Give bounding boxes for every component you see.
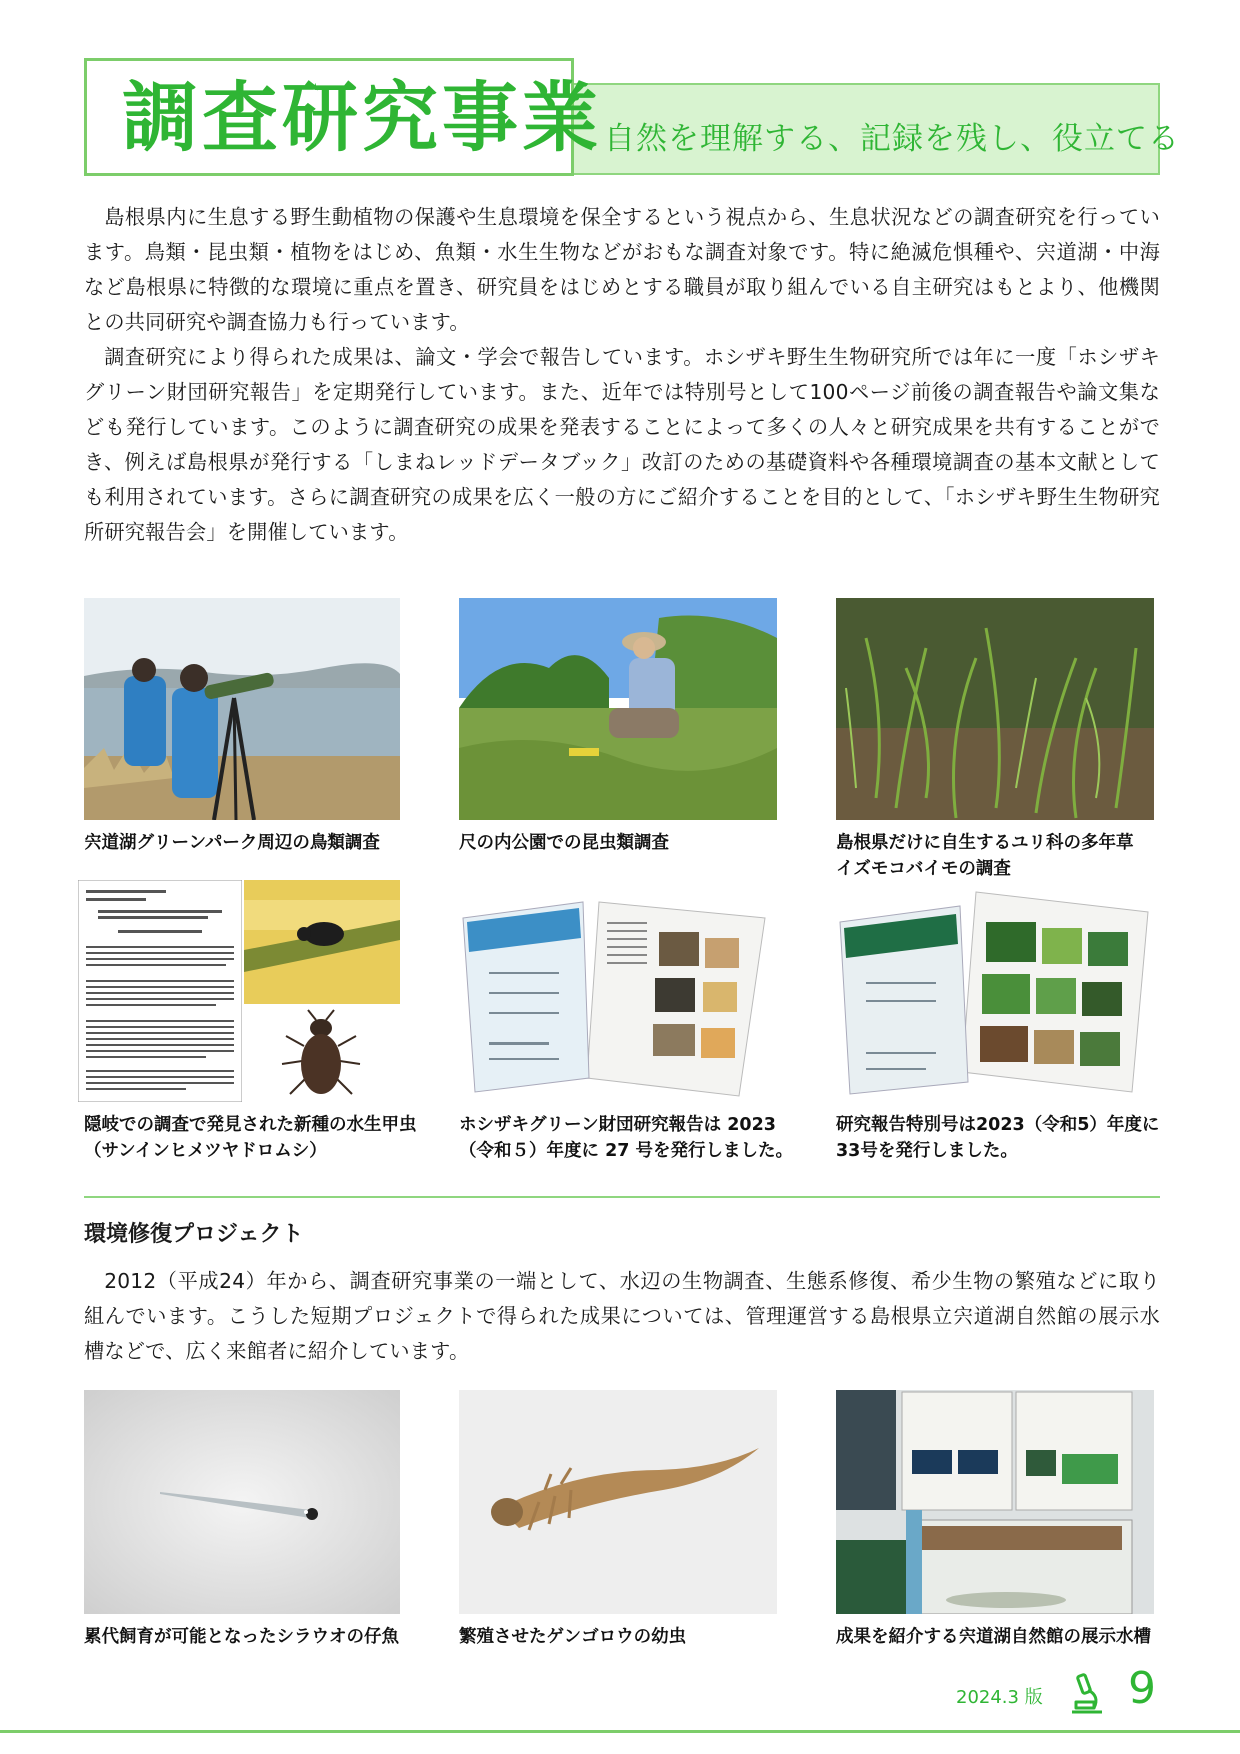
section-paragraph: 2012（平成24）年から、調査研究事業の一端として、水辺の生物調査、生態系修復、希少生物の繁殖などに取り組んでいます。こうした短期プロジェクトで得られた成果については、管理運営する島根県立宍道湖自然館の展示水槽などで、広く来館者に紹介しています。: [84, 1269, 1160, 1363]
photo-beetle-on-stem: [244, 880, 400, 1004]
section-title: 環境修復プロジェクト: [84, 1222, 304, 1247]
caption-icefish-larva: 累代飼育が可能となったシラウオの仔魚: [84, 1627, 399, 1647]
caption-exhibition-tank: 成果を紹介する宍道湖自然館の展示水槽: [836, 1627, 1151, 1647]
photo-diving-beetle-larva: [459, 1390, 777, 1614]
caption-plant-survey: 島根県だけに自生するユリ科の多年草 イズモコバイモの調査: [836, 833, 1134, 879]
photo-research-paper: [78, 880, 242, 1102]
page-title: 調査研究事業: [122, 73, 602, 162]
footer-edition: 2024.3 版: [956, 1687, 1043, 1708]
caption-bird-survey: 宍道湖グリーンパーク周辺の鳥類調査: [84, 833, 380, 853]
page-subtitle: 自然を理解する、記録を残し、役立てる: [604, 121, 1180, 157]
caption-research-report: ホシザキグリーン財団研究報告は 2023 （令和５）年度に 27 号を発行しました。: [459, 1115, 794, 1161]
section-divider: [84, 1196, 1160, 1198]
intro-paragraph-1: 島根県内に生息する野生動植物の保護や生息環境を保全するという視点から、生息状況などの調査研究を行っています。鳥類・昆虫類・植物をはじめ、魚類・水生生物などがおもな調査対象です。特に絶滅危惧種や、宍道湖・中海など島根県に特徴的な環境に重点を置き、研究員をはじめとする職員が取り組んでいる自主研究はもとより、他機関との共同研究や調査協力も行っています。: [84, 205, 1160, 334]
caption-special-issue: 研究報告特別号は2023（令和5）年度に 33号を発行しました。: [836, 1115, 1160, 1161]
microscope-icon: [1066, 1672, 1106, 1716]
photo-insect-survey: [459, 598, 777, 820]
caption-new-beetle: 隠岐での調査で発見された新種の水生甲虫 （サンインヒメツヤドロムシ）: [84, 1115, 417, 1161]
caption-insect-survey: 尺の内公園での昆虫類調査: [459, 833, 669, 853]
photo-icefish-larva: [84, 1390, 400, 1614]
footer-rule: [0, 1730, 1240, 1733]
photo-beetle-specimen: [256, 1006, 386, 1106]
caption-diving-beetle-larva: 繁殖させたゲンゴロウの幼虫: [459, 1627, 687, 1647]
photo-plant-survey: [836, 598, 1154, 820]
photo-special-issue: [836, 882, 1154, 1098]
photo-research-report: [459, 882, 777, 1098]
photo-exhibition-tank: [836, 1390, 1154, 1614]
page-number: 9: [1128, 1663, 1156, 1714]
photo-bird-survey: [84, 598, 400, 820]
intro-paragraph-2: 調査研究により得られた成果は、論文・学会で報告しています。ホシザキ野生生物研究所では年に一度「ホシザキグリーン財団研究報告」を定期発行しています。また、近年では特別号として100ページ前後の調査報告や論文集なども発行しています。このように調査研究の成果を発表することによって多くの人々と研究成果を共有することができ、例えば島根県が発行する「しまねレッドデータブック」改訂のための基礎資料や各種環境調査の基本文献としても利用されています。さらに調査研究の成果を広く一般の方にご紹介することを目的として、「ホシザキ野生生物研究所研究報告会」を開催しています。: [84, 345, 1160, 544]
